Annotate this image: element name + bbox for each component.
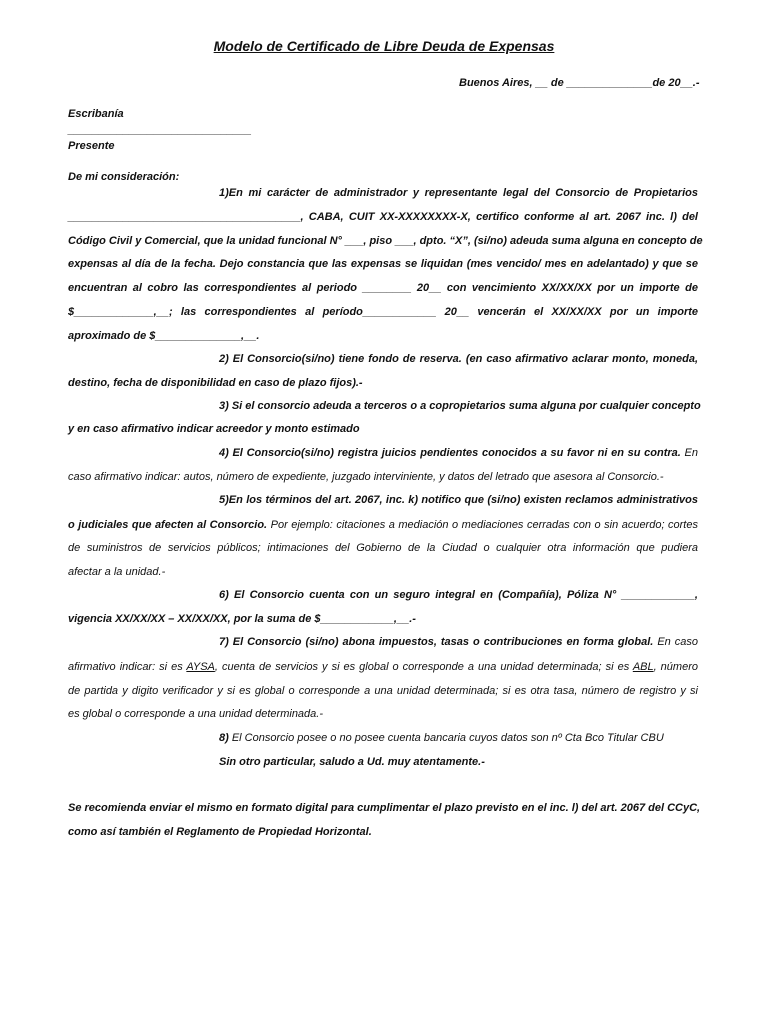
- paragraph-1-line-6: $_____________,__; las correspondientes al período____________ 20__ vencerán el XX/XX/XX por un importe: [68, 306, 698, 318]
- paragraph-3-line-2: y en caso afirmativo indicar acreedor y monto estimado: [68, 423, 360, 435]
- paragraph-3-line-1: 3) Si el consorcio adeuda a terceros o a copropietarios suma alguna por cualquier concepto: [219, 400, 701, 412]
- paragraph-2-bold: 2) El Consorcio(si/no) tiene fondo de reserva: [219, 353, 459, 365]
- paragraph-4-line-1: [219, 447, 698, 459]
- paragraph-7-rest: En caso: [653, 636, 698, 648]
- paragraph-7-line-2-b: , cuenta de servicios y si es global o corresponde a una unidad determinada; si es: [214, 661, 633, 673]
- paragraph-5-line-4: afectar a la unidad.-: [68, 566, 166, 578]
- escribania-blank-line: ______________________________: [68, 124, 252, 136]
- recommendation-line-1: Se recomienda enviar el mismo en formato digital para cumplimentar el plazo previsto en el inc. l) del art. 2067 del CCyC,: [68, 802, 701, 814]
- paragraph-7-line-3: de partida y digito verificador y si es global o corresponde a una unidad determinada; si es otra tasa, número de registro y si: [68, 685, 698, 697]
- paragraph-6-line-2: vigencia XX/XX/XX – XX/XX/XX, por la suma de $____________,__.-: [68, 613, 416, 625]
- paragraph-5-line-1: 5)En los términos del art. 2067, inc. k) notifico que (si/no) existen reclamos administrativos: [219, 494, 698, 506]
- paragraph-1-line-4: expensas al día de la fecha. Dejo constancia que las expensas se liquidan (mes vencido/ mes en adelantado) y que se: [68, 258, 698, 270]
- paragraph-1-line-1: 1)En mi carácter de administrador y representante legal del Consorcio de Propietarios: [219, 187, 698, 199]
- paragraph-8-line: [219, 732, 664, 744]
- paragraph-1-line-2: ______________________________________, CABA, CUIT XX-XXXXXXXX-X, certifico conforme al art. 2067 inc. l) del: [68, 211, 698, 223]
- paragraph-7-line-4: es global o corresponde a una unidad determinada.-: [68, 708, 324, 720]
- paragraph-2-line-1: [219, 353, 698, 365]
- paragraph-7-bold: 7) El Consorcio (si/no) abona impuestos, tasas o contribuciones en forma global.: [219, 636, 654, 648]
- greeting: De mi consideración:: [68, 171, 180, 183]
- paragraph-5-line-3: de suministros de servicios públicos; intimaciones del Gobierno de la Ciudad o cualquier otra información que pudiera: [68, 542, 698, 554]
- paragraph-8-text: El Consorcio posee o no posee cuenta bancaria cuyos datos son nº Cta Bco Titular CBU: [228, 732, 664, 744]
- paragraph-2-line-2: destino, fecha de disponibilidad en caso de plazo fijos).-: [68, 377, 363, 389]
- presente-label: Presente: [68, 140, 115, 152]
- paragraph-7-line-1: [219, 636, 698, 648]
- recommendation-line-2: como así también el Reglamento de Propiedad Horizontal.: [68, 826, 372, 838]
- paragraph-1-line-3: Código Civil y Comercial, que la unidad funcional N° ___, piso ___, dpto. “X”, (si/no) adeuda suma alguna en concepto de: [68, 235, 703, 247]
- paragraph-5-rest: Por ejemplo: citaciones a mediación o mediaciones cerradas con o sin acuerdo; cortes: [267, 519, 698, 531]
- paragraph-1-line-7: aproximado de $______________,__.: [68, 330, 260, 342]
- paragraph-7-line-2: [68, 661, 698, 673]
- abl-reference: ABL: [632, 661, 654, 673]
- escribania-label: Escribanía: [68, 108, 124, 120]
- aysa-reference: AYSA: [186, 661, 215, 673]
- paragraph-6-line-1: 6) El Consorcio cuenta con un seguro integral en (Compañía), Póliza N° ____________,: [219, 589, 698, 601]
- paragraph-7-line-2-c: , número: [653, 661, 698, 673]
- paragraph-4-rest: En: [680, 447, 698, 459]
- place-date-line: Buenos Aires, __ de ______________de 20__.-: [459, 77, 700, 89]
- paragraph-2-rest: . (en caso afirmativo aclarar monto, moneda,: [458, 353, 698, 365]
- paragraph-8-number: 8): [219, 732, 229, 744]
- paragraph-4-bold: 4) El Consorcio(si/no) registra juicios pendientes conocidos a su favor ni en su contra.: [219, 447, 681, 459]
- closing-salutation: Sin otro particular, saludo a Ud. muy atentamente.-: [219, 756, 485, 768]
- document-title: Modelo de Certificado de Libre Deuda de Expensas: [213, 38, 555, 54]
- paragraph-4-line-2: caso afirmativo indicar: autos, número de expediente, juzgado interviniente, y datos del letrado que asesora al Consorcio.-: [68, 471, 664, 483]
- paragraph-7-line-2-a: afirmativo indicar: si es: [68, 661, 187, 673]
- paragraph-1-line-5: encuentran al cobro las correspondientes al periodo ________ 20__ con vencimiento XX/XX/XX por un importe de: [68, 282, 698, 294]
- paragraph-5-line-2: [68, 519, 698, 531]
- paragraph-5-bold: o judiciales que afecten al Consorcio.: [68, 519, 268, 531]
